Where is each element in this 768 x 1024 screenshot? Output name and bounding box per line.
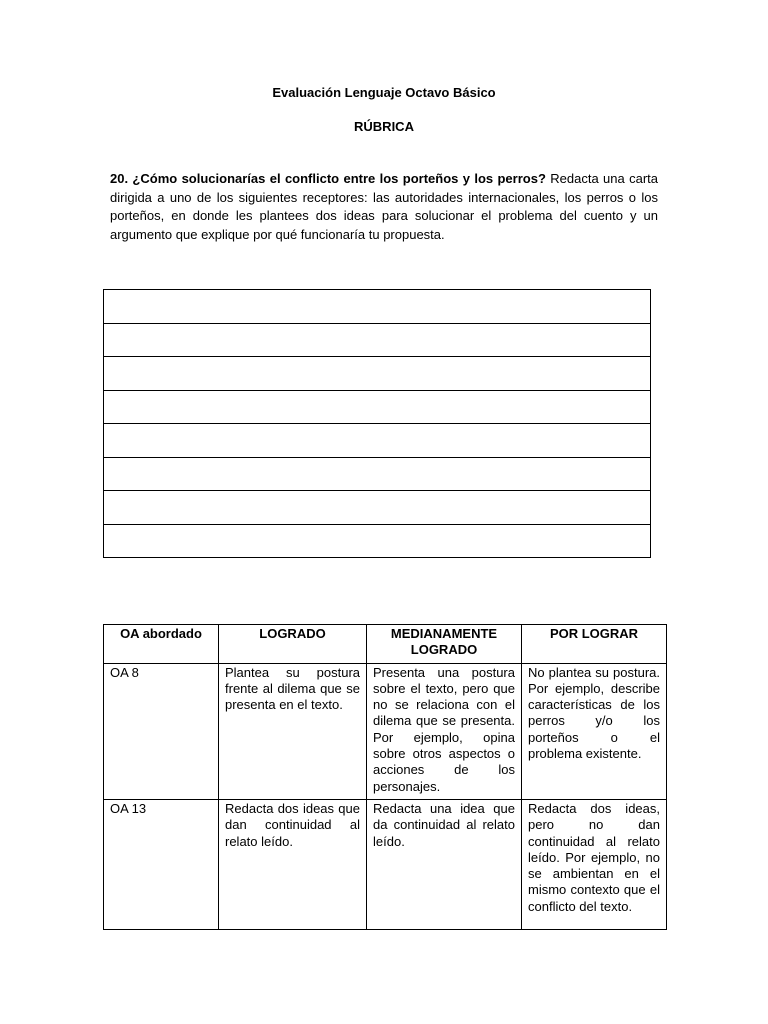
rubric-header-row <box>104 625 667 664</box>
oa-cell: OA 13 <box>104 799 219 929</box>
question-body: Redacta una carta dirigida a uno de los siguientes receptores: las autoridades internacionales, los perros o los porteños, en donde les plantees dos ideas para solucionar el problema del cuento y un argumento que explique por qué funcionaría tu propuesta. <box>110 171 659 242</box>
document-subtitle: RÚBRICA <box>354 119 414 134</box>
document-title: Evaluación Lenguaje Octavo Básico <box>272 85 496 100</box>
header-medianamente: MEDIANAMENTE LOGRADO <box>367 625 522 664</box>
logrado-cell: Plantea su postura frente al dilema que se presenta en el texto. <box>219 663 367 799</box>
por-lograr-cell: Redacta dos ideas, pero no dan continuidad al relato leído. Por ejemplo, no se ambientan en el mismo contexto que el conflicto del texto. <box>522 799 667 929</box>
answer-line-cell <box>104 357 651 391</box>
answer-line-row <box>104 524 651 558</box>
por-lograr-cell: No plantea su postura. Por ejemplo, describe características de los perros y/o los porteños o el problema existente. <box>522 663 667 799</box>
oa-cell: OA 8 <box>104 663 219 799</box>
answer-line-row <box>104 323 651 357</box>
table-row <box>104 663 667 799</box>
answer-line-cell <box>104 457 651 491</box>
answer-line-row <box>104 457 651 491</box>
answer-line-row <box>104 290 651 324</box>
answer-lines-box <box>103 289 651 558</box>
rubric-table <box>103 624 667 930</box>
answer-line-cell <box>104 323 651 357</box>
medianamente-cell: Redacta una idea que da continuidad al relato leído. <box>367 799 522 929</box>
answer-line-row <box>104 424 651 458</box>
answer-line-row <box>104 491 651 525</box>
question-lead: 20. ¿Cómo solucionarías el conflicto entre los porteños y los perros? <box>110 171 546 186</box>
answer-line-cell <box>104 524 651 558</box>
question-20 <box>110 170 658 244</box>
answer-line-cell <box>104 424 651 458</box>
answer-line-cell <box>104 491 651 525</box>
medianamente-cell: Presenta una postura sobre el texto, pero que no se relaciona con el dilema que se presenta. Por ejemplo, opina sobre otros aspectos o acciones de los personajes. <box>367 663 522 799</box>
header-por-lograr: POR LOGRAR <box>522 625 667 664</box>
answer-line-row <box>104 390 651 424</box>
answer-line-cell <box>104 290 651 324</box>
logrado-cell: Redacta dos ideas que dan continuidad al relato leído. <box>219 799 367 929</box>
header-logrado: LOGRADO <box>219 625 367 664</box>
answer-line-cell <box>104 390 651 424</box>
header-oa: OA abordado <box>104 625 219 664</box>
answer-line-row <box>104 357 651 391</box>
table-row <box>104 799 667 929</box>
